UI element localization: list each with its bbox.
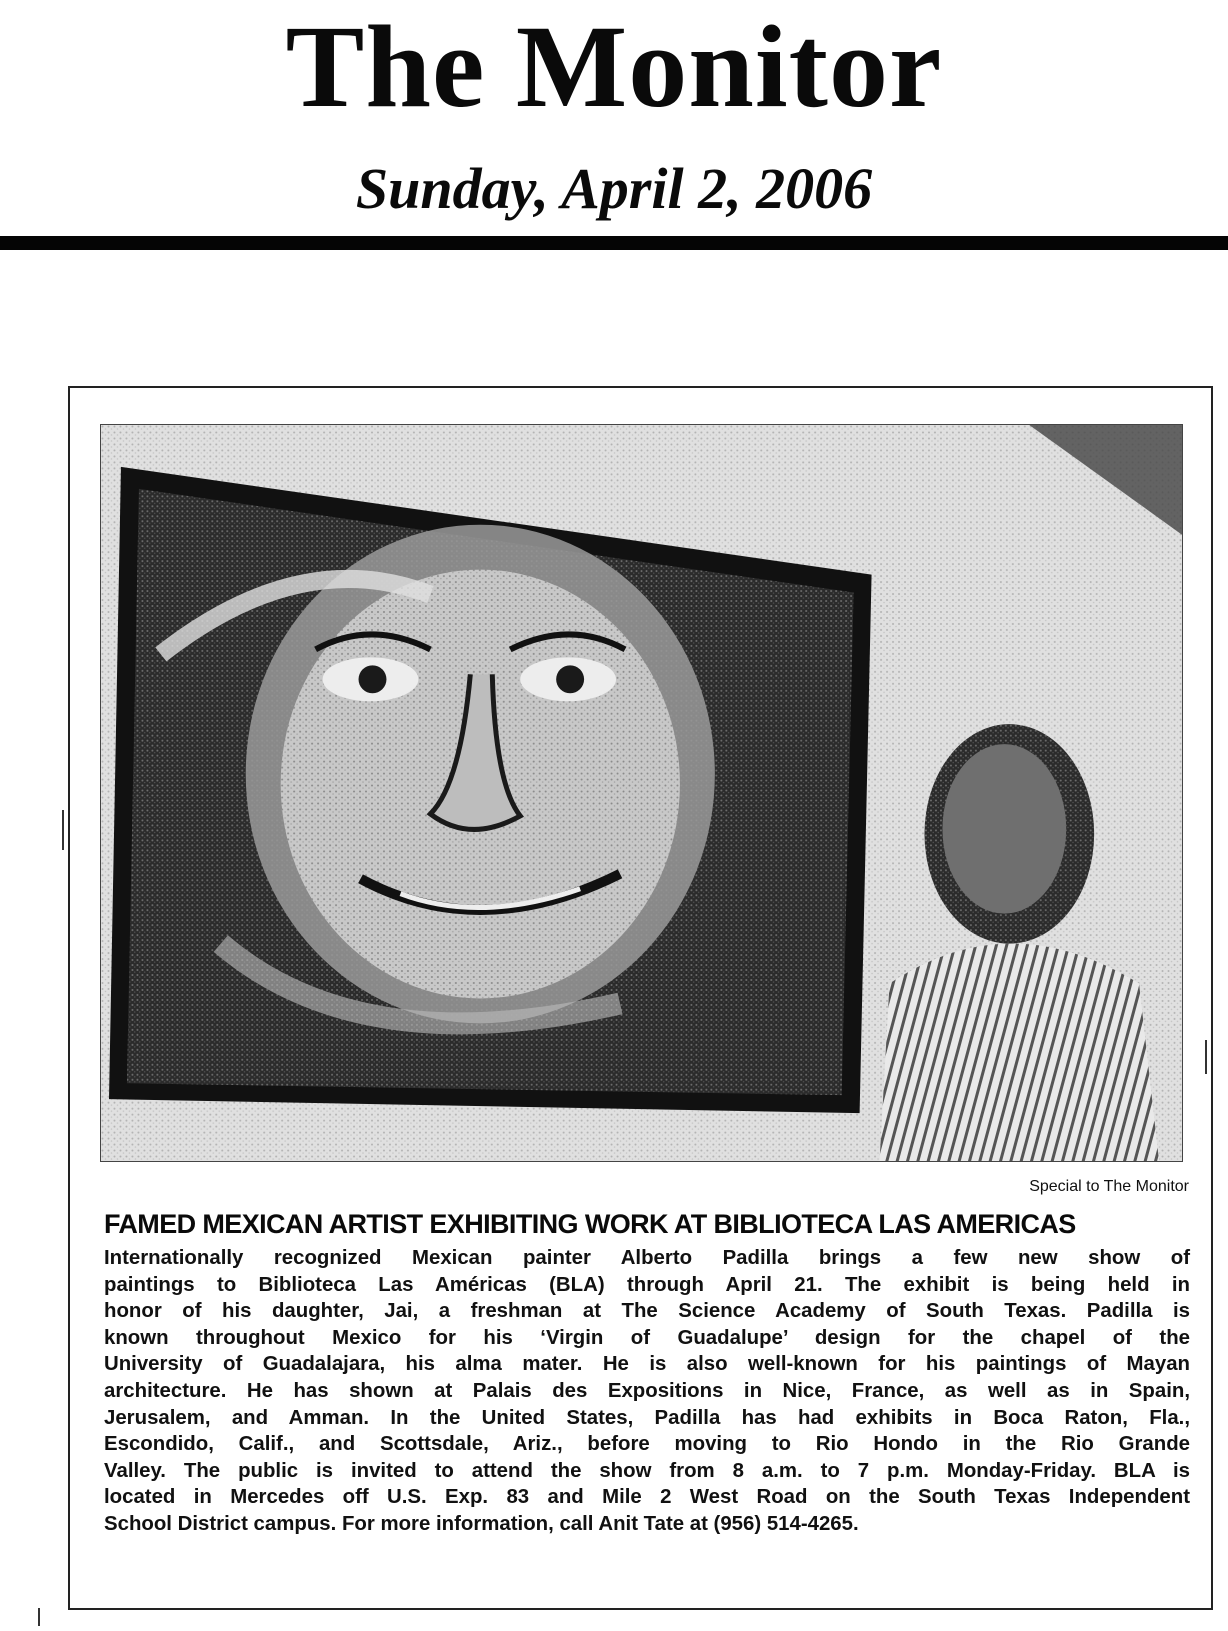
article-body-line: paintings to Biblioteca Las Américas (BLA) through April 21. The exhibit is being held in [104,1273,1190,1296]
issue-date: Sunday, April 2, 2006 [355,156,873,221]
scan-mark [38,1608,40,1626]
article-headline: FAMED MEXICAN ARTIST EXHIBITING WORK AT BIBLIOTECA LAS AMERICAS [104,1209,1076,1239]
masthead-divider [0,236,1228,250]
article-body-line: School District campus. For more information, call Anit Tate at (956) 514-4265. [104,1512,859,1535]
article-body-line: Jerusalem, and Amman. In the United States, Padilla has had exhibits in Boca Raton, Fla., [104,1406,1190,1429]
article-photo [100,424,1183,1162]
article-body-line: architecture. He has shown at Palais des Expositions in Nice, France, as well as in Spain, [104,1379,1190,1402]
photo-credit: Special to The Monitor [1029,1178,1189,1195]
article-body [104,1245,1190,1538]
article-body-line: honor of his daughter, Jai, a freshman at The Science Academy of South Texas. Padilla is [104,1300,1190,1323]
article-body-line: Internationally recognized Mexican painter Alberto Padilla brings a few new show of [104,1247,1190,1269]
article-body-line: located in Mercedes off U.S. Exp. 83 and Mile 2 West Road on the South Texas Independent [104,1486,1190,1509]
scan-mark [62,810,64,850]
scan-mark [1205,1040,1207,1074]
newspaper-name: The Monitor [285,1,943,132]
article-body-line: Escondido, Calif., and Scottsdale, Ariz., before moving to Rio Hondo in the Rio Grande [104,1433,1190,1456]
article-body-line: known throughout Mexico for his ‘Virgin of Guadalupe’ design for the chapel of the [104,1326,1190,1349]
article-body-line: Valley. The public is invited to attend the show from 8 a.m. to 7 p.m. Monday-Friday. BLA is [104,1459,1190,1482]
article-body-line: University of Guadalajara, his alma mater. He is also well-known for his paintings of Mayan [104,1353,1190,1376]
photo-painting-artist-icon [101,425,1182,1161]
article-clipping [68,386,1213,1610]
